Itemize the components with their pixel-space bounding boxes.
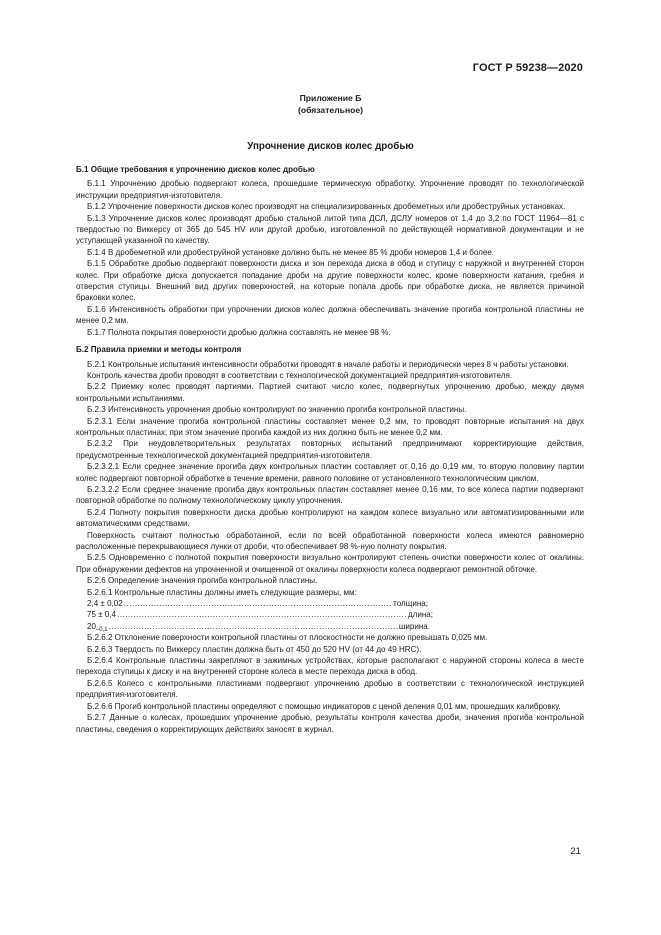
paragraph-b1-4: Б.1.4 В дробеметной или дробеструйной установке должно быть не менее 85 % дроби номеров 1,4 и более. — [87, 247, 495, 257]
dimension-row-thickness — [87, 598, 428, 609]
dimension-value: 2,4 ± 0,02 — [87, 599, 123, 609]
paragraph-b2-6-5: Б.2.6.5 Колесо с контрольными пластинами подвергают упрочнению дробью в соответствии с технологической инструкцией предприятия-изготовителя. — [76, 678, 584, 700]
paragraph-b2-6-3: Б.2.6.3 Твердость по Виккерсу пластин должна быть от 450 до 520 HV (от 44 до 49 HRC). — [87, 644, 422, 654]
paragraph-b2-2: Б.2.2 Приемку колес проводят партиями. Партией считают число колес, подвергнутых упрочнению дробью, между двумя контрольными испытаниями. — [76, 382, 584, 403]
paragraph-b2-4-surface: Поверхность считают полностью обработанной, если по всей обработанной поверхности колеса имеются равномерно расположенные перекрывающиеся лунки от дроби, что обеспечивает 98 %-ную полноту покрытия. — [76, 530, 584, 551]
dimension-name: длина; — [407, 610, 433, 620]
annex-title: Упрочнение дисков колес дробью — [247, 141, 414, 152]
paragraph-b2-5: Б.2.5 Одновременно с полнотой покрытия поверхности визуально контролируют степень очистки поверхности колес от окалины. При обнаружении дефектов на упрочненной и очищенной от окалины поверхности колеса подвергают ремонтной обточке. — [76, 553, 584, 574]
paragraph-b2-3-1: Б.2.3.1 Если значение прогиба контрольной пластины составляет менее 0,2 мм, то проводят повторные испытания на двух контрольных пластинах; при этом значение прогиба каждой из них должно быть не менее 0,2 мм. — [76, 416, 584, 437]
paragraph-b1-6: Б.1.6 Интенсивность обработки при упрочнении дисков колес должна обеспечивать значение прогиба контрольной пластины не менее 0,2 мм. — [76, 304, 584, 326]
paragraph-b1-1: Б.1.1 Упрочнению дробью подвергают колеса, прошедшие термическую обработку. Упрочнение проводят по технологической инструкции предприятия-изготовителя. — [76, 179, 584, 200]
paragraph-b2-4: Б.2.4 Полноту покрытия поверхности диска дробью контролируют на каждом колесе визуально или автоматизированными или автоматическими средствами. — [76, 507, 584, 529]
dot-leader — [109, 621, 398, 632]
dot-leader — [117, 609, 407, 620]
paragraph-b2-6-4: Б.2.6.4 Контрольные пластины закрепляют в зажимных устройствах, которые располагают с наружной стороны колеса в месте перехода ступицы к диску и на внутренней стороне колеса в месте перехода диска в обод. — [76, 656, 584, 677]
dot-leader — [124, 598, 392, 609]
section-heading-b1: Б.1 Общие требования к упрочнению дисков колес дробью — [76, 165, 315, 174]
section-heading-b2: Б.2 Правила приемки и методы контроля — [76, 345, 242, 355]
dimension-tolerance: –0,1 — [95, 626, 108, 633]
paragraph-b2-6: Б.2.6 Определение значения прогиба контрольной пластины. — [87, 576, 318, 586]
annex-label: Приложение Б — [299, 93, 362, 103]
dimension-row-width — [87, 621, 430, 632]
paragraph-b2-3-2-2: Б.2.3.2.2 Если среднее значение прогиба двух контрольных пластин составляет менее 0,16 мм, то все колеса партии подвергают повторной обработке по полному технологическому циклу упрочнения. — [76, 484, 584, 506]
paragraph-b2-1: Б.2.1 Контрольные испытания интенсивности обработки проводят в начале работы и периодически через 8 ч работы установки. — [87, 359, 569, 369]
annex-status: (обязательное) — [297, 104, 364, 115]
dimension-value — [87, 621, 108, 632]
document-body — [76, 164, 584, 735]
paragraph-b2-3-2-1: Б.2.3.2.1 Если среднее значение прогиба двух контрольных пластин составляет от 0,16 до 0,19 мм, то вторую половину партии колес подвергают повторной обработке в течение времени, равного половине от установленного технологическим циклом. — [76, 462, 584, 483]
paragraph-b2-1-quality: Контроль качества дроби проводят в соответствии с технологической документацией предприятия-изготовителя. — [87, 370, 513, 380]
dimension-value: 75 ± 0,4 — [87, 610, 117, 620]
page-number: 21 — [570, 846, 581, 857]
paragraph-b2-6-6: Б.2.6.6 Прогиб контрольной пластины определяют с помощью индикаторов с ценой деления 0,01 мм, прошедших калибровку. — [87, 701, 561, 711]
dimension-name: толщина; — [393, 599, 428, 609]
dimension-name: ширина. — [398, 621, 430, 631]
dimension-value-main: 20 — [87, 621, 96, 631]
paragraph-b2-7: Б.2.7 Данные о колесах, прошедших упрочнение дробью, результаты контроля качества дроби, значения прогиба контрольной пластины, сведения о корректирующих действиях заносят в журнал. — [76, 713, 584, 734]
standard-designation: ГОСТ Р 59238—2020 — [472, 62, 583, 74]
paragraph-b1-2: Б.1.2 Упрочнение поверхности дисков колес производят на специализированных дробеметных или дробеструйных установках. — [87, 202, 566, 212]
annex-heading — [0, 93, 661, 116]
dimension-row-length — [87, 609, 433, 620]
paragraph-b1-3: Б.1.3 Упрочнение дисков колес производят дробью стальной литой типа ДСЛ, ДСЛУ номеров от 1,4 до 3,2 по ГОСТ 11964—81 с твердостью по Виккерсу от 365 до 545 HV или другой дробью, изготовленной по действующей нормативной документации и не уступающей указанной по качеству. — [76, 213, 584, 246]
paragraph-b2-6-2: Б.2.6.2 Отклонение поверхности контрольной пластины от плоскостности не должно превышать 0,025 мм. — [87, 633, 488, 643]
paragraph-b1-7: Б.1.7 Полнота покрытия поверхности дробью должна составлять не менее 98 %. — [87, 327, 391, 337]
paragraph-b1-5: Б.1.5 Обработке дробью подвергают поверхности диска и зон перехода диска в обод и ступицу с наружной и внутренней сторон колес. При обработке диска допускается попадание дроби на другие поверхности колес, кроме поверхности катания, гребня и отверстия ступицы. Внешний вид других поверхностей, на которые попала дробь при обработке диска, не является причиной браковки колес. — [76, 259, 584, 303]
paragraph-b2-3-2: Б.2.3.2 При неудовлетворительных результатах повторных испытаний предпринимают корректирующие действия, предусмотренные технологической документацией предприятия-изготовителя. — [76, 439, 584, 460]
paragraph-b2-6-1: Б.2.6.1 Контрольные пластины должны иметь следующие размеры, мм: — [87, 587, 357, 597]
paragraph-b2-3: Б.2.3 Интенсивность упрочнения дробью контролируют по значению прогиба контрольной пластины. — [87, 405, 467, 415]
